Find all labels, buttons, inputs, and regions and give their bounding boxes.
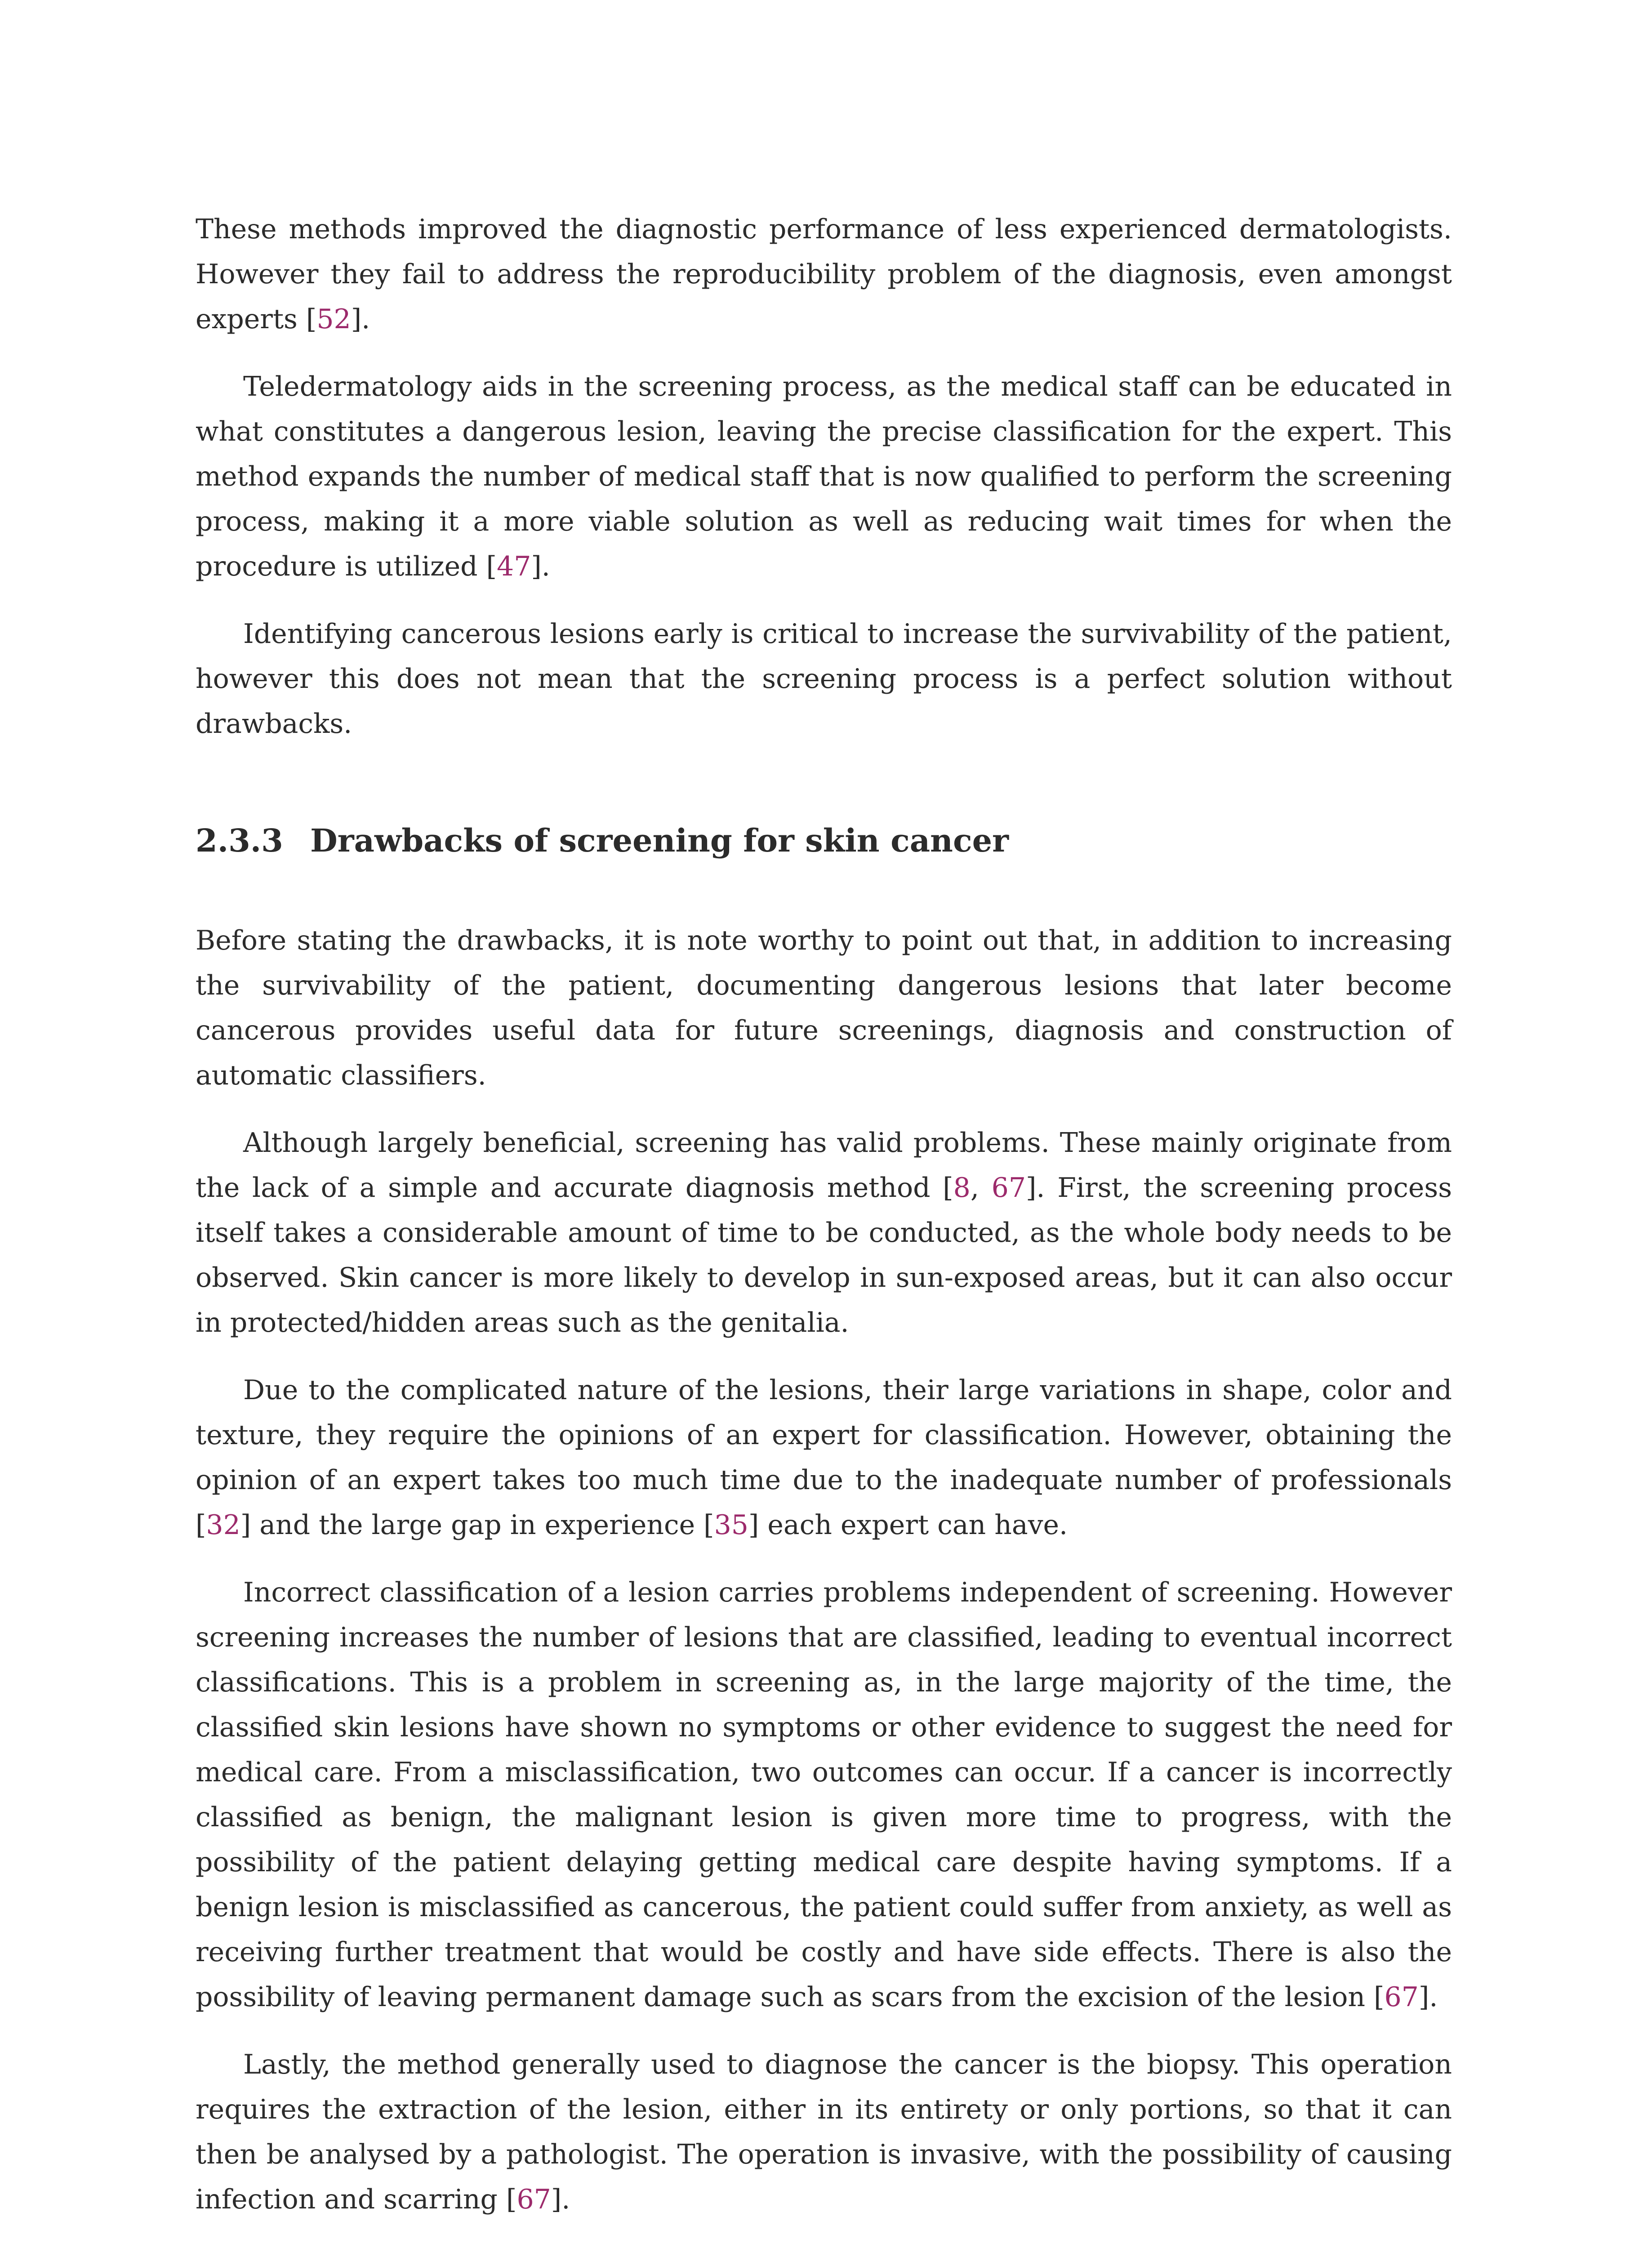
- paragraph-text: ].: [351, 303, 370, 335]
- paragraph-text: ].: [531, 551, 550, 582]
- citation-link[interactable]: 67: [991, 1172, 1026, 1204]
- citation-link[interactable]: 32: [206, 1509, 240, 1541]
- section-title: Drawbacks of screening for skin cancer: [310, 822, 1009, 859]
- paragraphs-before: [196, 207, 1452, 746]
- citation-link[interactable]: 35: [714, 1509, 748, 1541]
- paragraph: [196, 1120, 1452, 1345]
- paragraph-text: Due to the complicated nature of the lesions, their large variations in shape, color and texture, they require the opinions of an expert for classification. However, obtaining the opinion of an expert takes too much time due to the inadequate number of professionals [: [196, 1374, 1452, 1541]
- section-heading: [196, 818, 1452, 863]
- paragraph: [196, 1570, 1452, 2020]
- page-body: [196, 207, 1452, 2222]
- citation-link[interactable]: 67: [517, 2184, 551, 2215]
- paragraph: [196, 207, 1452, 342]
- paragraph: [196, 2042, 1452, 2222]
- section-number: 2.3.3: [196, 822, 283, 859]
- citation-link[interactable]: 47: [497, 551, 531, 582]
- paragraph-text: Although largely beneficial, screening has valid problems. These mainly originate from the lack of a simple and accurate diagnosis method [: [196, 1127, 1452, 1204]
- citation-link[interactable]: 8: [953, 1172, 971, 1204]
- paragraph: [196, 918, 1452, 1098]
- paragraph-text: ].: [551, 2184, 570, 2215]
- paragraph-text: ] each expert can have.: [748, 1509, 1068, 1541]
- paragraph: [196, 611, 1452, 746]
- paragraph-text: Lastly, the method generally used to diagnose the cancer is the biopsy. This operation requires the extraction of the lesion, either in its entirety or only portions, so that it can then be analysed by a pathologist. The operation is invasive, with the possibility of causing infection and scarring [: [196, 2049, 1452, 2215]
- citation-link[interactable]: 52: [316, 303, 351, 335]
- paragraph: [196, 364, 1452, 589]
- paragraph-text: ].: [1418, 1981, 1438, 2013]
- paragraph-text: Identifying cancerous lesions early is critical to increase the survivability of the patient, however this does not mean that the screening process is a perfect solution without drawbacks.: [196, 618, 1452, 740]
- citation-link[interactable]: 67: [1384, 1981, 1419, 2013]
- paragraphs-after: [196, 918, 1452, 2222]
- paragraph-text: Incorrect classification of a lesion carries problems independent of screening. However screening increases the number of lesions that are classified, leading to eventual incorrect classifications. This is a problem in screening as, in the large majority of the time, the classified skin lesions have shown no symptoms or other evidence to suggest the need for medical care. From a misclassification, two outcomes can occur. If a cancer is incorrectly classified as benign, the malignant lesion is given more time to progress, with the possibility of the patient delaying getting medical care despite having symptoms. If a benign lesion is misclassified as cancerous, the patient could suffer from anxiety, as well as receiving further treatment that would be costly and have side effects. There is also the possibility of leaving permanent damage such as scars from the excision of the lesion [: [196, 1577, 1452, 2013]
- paragraph: [196, 1368, 1452, 1548]
- paragraph-text: ] and the large gap in experience [: [240, 1509, 714, 1541]
- paragraph-text: Before stating the drawbacks, it is note worthy to point out that, in addition to increasing the survivability of the patient, documenting dangerous lesions that later become cancerous provides useful data for future screenings, diagnosis and construction of automatic classifiers.: [196, 925, 1452, 1091]
- paragraph-text: These methods improved the diagnostic performance of less experienced dermatologists. However they fail to address the reproducibility problem of the diagnosis, even amongst experts [: [196, 214, 1452, 335]
- paragraph-text: ]. First, the screening process itself takes a considerable amount of time to be conducted, as the whole body needs to be observed. Skin cancer is more likely to develop in sun-exposed areas, but it can also occur in protected/hidden areas such as the genitalia.: [196, 1172, 1452, 1338]
- paragraph-text: ,: [970, 1172, 992, 1204]
- paragraph-text: Teledermatology aids in the screening process, as the medical staff can be educated in what constitutes a dangerous lesion, leaving the precise classification for the expert. This method expands the number of medical staff that is now qualified to perform the screening process, making it a more viable solution as well as reducing wait times for when the procedure is utilized [: [196, 371, 1452, 582]
